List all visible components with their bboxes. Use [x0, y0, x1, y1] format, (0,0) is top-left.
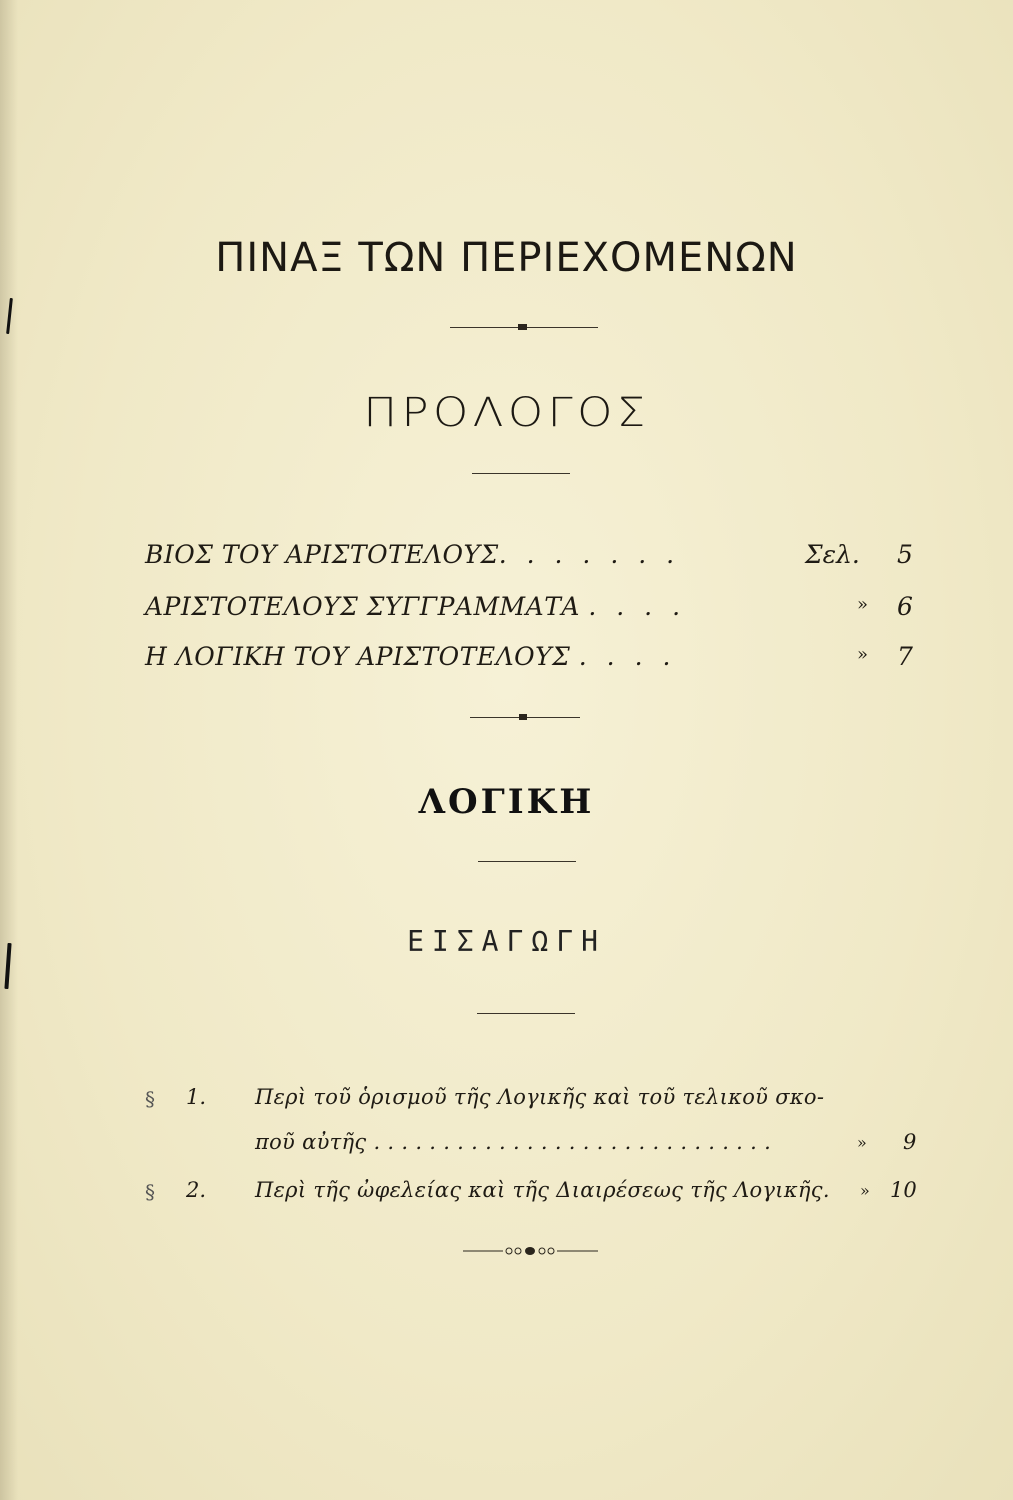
paragraph-page: 10: [890, 1178, 917, 1202]
introduction-divider: [477, 1013, 575, 1014]
toc-entry-title: Η ΛΟΓΙΚΗ ΤΟΥ ΑΡΙΣΤΟΤΕΛΟΥΣ . . . .: [145, 642, 677, 671]
page-edge-shadow: [0, 0, 18, 1500]
section-symbol: §: [145, 1180, 155, 1204]
paragraph-ditto-mark: »: [860, 1181, 870, 1200]
toc-entry-page: 5: [897, 540, 913, 569]
title-divider-ornament: [518, 324, 527, 330]
closing-ornament: [463, 1241, 598, 1261]
toc-entry-title: ΒΙΟΣ ΤΟΥ ΑΡΙΣΤΟΤΕΛΟΥΣ. . . . . . .: [145, 540, 681, 569]
toc-entry-page: 6: [897, 592, 913, 621]
prologue-heading: ΠΡΟΛΟΓΟΣ: [363, 390, 650, 436]
toc-entry-title: ΑΡΙΣΤΟΤΕΛΟΥΣ ΣΥΓΓΡΑΜΜΑΤΑ . . . .: [145, 592, 687, 621]
paragraph-number: 2.: [186, 1178, 207, 1202]
logic-divider: [478, 861, 576, 862]
prologue-divider: [472, 473, 570, 474]
paragraph-ditto-mark: »: [857, 1133, 867, 1152]
toc-entry: [145, 592, 915, 632]
toc-entry-page: 7: [897, 642, 913, 671]
logic-heading: ΛΟΓΙΚΗ: [418, 782, 595, 822]
paragraph-number: 1.: [186, 1085, 207, 1109]
toc-entry: [145, 540, 915, 580]
toc-entry-page-marker: Σελ.: [805, 540, 860, 569]
section-divider-ornament: [519, 714, 527, 720]
page-title: ΠΙΝΑΞ ΤΩΝ ΠΕΡΙΕΧΟΜΕΝΩΝ: [215, 235, 798, 281]
section-symbol: §: [145, 1087, 155, 1111]
paragraph-entry: [0, 1178, 1013, 1228]
toc-entry-ditto-mark: »: [857, 594, 869, 615]
toc-entry: [145, 642, 915, 682]
paragraph-title-line1: Περὶ τῆς ὠφελείας καὶ τῆς Διαιρέσεως τῆς Λογικῆς.: [255, 1178, 830, 1202]
paragraph-title-line2: ποῦ αὐτῆς . . . . . . . . . . . . . . . . . . . . . . . . . . . . .: [255, 1130, 772, 1154]
introduction-heading: ΕΙΣΑΓΩΓΗ: [407, 925, 606, 958]
toc-entry-ditto-mark: »: [857, 644, 869, 665]
paragraph-page: 9: [903, 1130, 917, 1154]
paragraph-title-line1: Περὶ τοῦ ὁρισμοῦ τῆς Λογικῆς καὶ τοῦ τελικοῦ σκο-: [255, 1085, 825, 1109]
paragraph-entry: [0, 1085, 1013, 1185]
